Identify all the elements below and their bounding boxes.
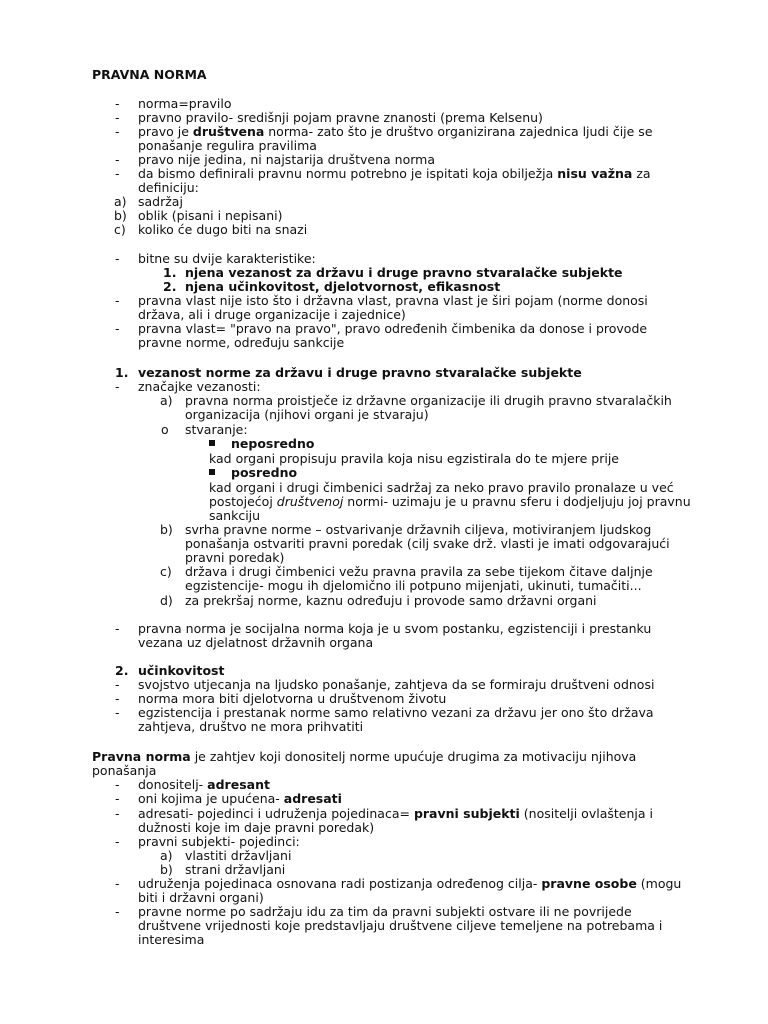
text-run: za [632,166,651,181]
list-item-continuation: pravne norme, određuju sankcije [138,335,345,350]
list-item: vlastiti državljani [185,848,292,863]
list-item: država i drugi čimbenici vežu pravna pravila za sebe tijekom čitave daljnje [185,564,653,579]
dash-marker: - [115,806,120,821]
list-item: svrha pravne norme – ostvarivanje državnih ciljeva, motiviranjem ljudskog [185,522,652,537]
list-item: značajke vezanosti: [138,379,261,394]
bold-text: neposredno [231,436,315,451]
dash-marker: - [115,876,120,891]
text-run: adresati- pojedinci i udruženja pojedinaca= [138,806,414,821]
dash-marker: - [115,621,120,636]
title-text: PRAVNA NORMA [92,67,207,82]
text-run: oni kojima je upućena- [138,791,284,806]
list-item-continuation: interesima [138,932,205,947]
list-item-continuation: definiciju: [138,180,199,195]
circle-marker: o [161,422,169,437]
letter-marker: b) [160,862,173,877]
list-item: oblik (pisani i nepisani) [138,208,283,223]
list-item: pravna norma proistječe iz državne organizacije ili drugih pravno stvaralačkih [185,393,672,408]
list-item: koliko će dugo biti na snazi [138,222,308,237]
list-item: strani državljani [185,862,286,877]
list-item: pravne norme po sadržaju idu za tim da pravni subjekti ostvare ili ne povrijede [138,904,632,919]
dash-marker: - [115,691,120,706]
list-item-continuation: država, ali i druge organizacije i zajednice) [138,307,406,322]
text-run: norma- zato što je društvo organizirana zajednica ljudi čije se [264,124,653,139]
list-item: norma mora biti djelotvorna u društvenom životu [138,691,447,706]
list-item-continuation: društvene vrijednosti koje predstavljaju društvene ciljeve temeljene na potrebama i [138,918,663,933]
dash-marker: - [115,96,120,111]
bold-text: njena učinkovitost, djelotvornost, efikasnost [185,279,501,294]
list-item: pravna vlast= "pravo na pravo", pravo određenih čimbenika da donose i provode [138,321,648,336]
section-heading [138,366,582,380]
dash-marker: - [115,293,120,308]
bold-text: društvena [192,124,265,139]
letter-marker: a) [114,194,127,209]
section-heading [138,664,224,678]
text-run: je zahtjev koji donositelj norme upućuje drugima za motivaciju njihova [190,749,637,764]
list-item: norma=pravilo [138,96,232,111]
dash-marker: - [115,791,120,806]
list-item: bitne su dvije karakteristike: [138,251,316,266]
sub-item-text: kad organi propisuju pravila koja nisu egzistirala do te mjere prije [209,451,619,466]
list-item-continuation: pravni poredak) [185,550,285,565]
list-item: pravna norma je socijalna norma koja je u svom postanku, egzistenciji i prestanku [138,621,652,636]
definition-paragraph [92,750,636,764]
letter-marker: c) [114,222,126,237]
letter-marker: a) [160,393,173,408]
list-item: pravo nije jedina, ni najstarija društvena norma [138,152,435,167]
bold-text: adresant [207,777,270,792]
list-item-continuation: biti i državni organi) [138,890,264,905]
list-item: stvaranje: [185,422,248,437]
number-marker: 1. [163,265,177,280]
list-item: egzistencija i prestanak norme samo relativno vezani za državu jer ono što država [138,705,654,720]
list-item: pravno pravilo- središnji pojam pravne znanosti (prema Kelsenu) [138,110,543,125]
bold-text: Pravna norma [92,749,191,764]
text-run: da bismo definirali pravnu normu potrebno je ispitati koja obilježja [138,166,558,181]
letter-marker: b) [160,522,173,537]
list-item-continuation: ponašanja ostvariti pravni poredak (cilj svake drž. vlasti je imati odgovarajući [185,536,670,551]
list-item [138,877,681,891]
text-run: donositelj- [138,777,208,792]
italic-text: društvenoj [276,494,344,509]
bold-text: adresati [283,791,342,806]
number-marker: 2. [163,279,177,294]
bold-text: pravne osobe [541,876,637,891]
list-item-continuation: zahtjeva, društvo ne mora prihvatiti [138,719,364,734]
list-item: pravna vlast nije isto što i državna vlast, pravna vlast je širi pojam (norme donosi [138,293,648,308]
letter-marker: a) [160,848,173,863]
square-bullet-icon [209,469,215,475]
dash-marker: - [115,152,120,167]
text-run: (mogu [636,876,682,891]
list-item [138,167,651,181]
dash-marker: - [115,677,120,692]
list-item: pravni subjekti- pojedinci: [138,834,300,849]
dash-marker: - [115,110,120,125]
list-item [138,778,270,792]
list-item: za prekršaj norme, kaznu određuju i provode samo državni organi [185,593,597,608]
bold-text: pravni subjekti [413,806,520,821]
heading-text: vezanost norme za državu i druge pravno stvaralačke subjekte [138,365,582,380]
text-run: (nositelji ovlaštenja i [519,806,653,821]
list-item-continuation: ponašanje regulira pravilima [138,138,317,153]
dash-marker: - [115,904,120,919]
list-item-continuation: vezana uz djelatnost državnih organa [138,635,374,650]
dash-marker: - [115,321,120,336]
list-item: svojstvo utjecanja na ljudsko ponašanje, zahtjeva da se formiraju društveni odnosi [138,677,655,692]
list-item-continuation: organizacija (njihovi organi je stvaraju) [185,407,429,422]
dash-marker: - [115,834,120,849]
numbered-item [185,266,623,280]
heading-text: učinkovitost [138,663,225,678]
list-item: sadržaj [138,194,183,209]
sub-item-text: kad organi i drugi čimbenici sadržaj za neko pravo pravilo pronalaze u već [209,480,674,495]
section-number: 1. [115,365,129,380]
sub-item-text [209,495,691,509]
dash-marker: - [115,166,120,181]
list-item [138,792,342,806]
text-run: pravo je [138,124,193,139]
sub-item-heading [231,466,297,480]
list-item [138,807,653,821]
square-bullet-icon [209,440,215,446]
letter-marker: c) [160,564,172,579]
definition-paragraph-continuation: ponašanja [92,763,157,778]
list-item-continuation: egzistencije- mogu ih djelomično ili potpuno mijenjati, ukinuti, tumačiti... [185,578,642,593]
dash-marker: - [115,124,120,139]
sub-item-text: sankciju [209,508,261,523]
dash-marker: - [115,705,120,720]
dash-marker: - [115,379,120,394]
dash-marker: - [115,251,120,266]
bold-text: njena vezanost za državu i druge pravno stvaralačke subjekte [185,265,623,280]
sub-item-heading [231,437,314,451]
bold-text: posredno [231,465,298,480]
text-run: normi- uzimaju je u pravnu sferu i dodjeljuju joj pravnu [343,494,691,509]
page-title [92,68,207,82]
numbered-item [185,280,500,294]
list-item [138,125,653,139]
list-item-continuation: dužnosti koje im daje pravni poredak) [138,820,375,835]
letter-marker: b) [114,208,127,223]
text-run: postojećoj [209,494,277,509]
section-number: 2. [115,663,129,678]
dash-marker: - [115,777,120,792]
letter-marker: d) [160,593,173,608]
bold-text: nisu važna [557,166,633,181]
text-run: udruženja pojedinaca osnovana radi postizanja određenog cilja- [138,876,542,891]
